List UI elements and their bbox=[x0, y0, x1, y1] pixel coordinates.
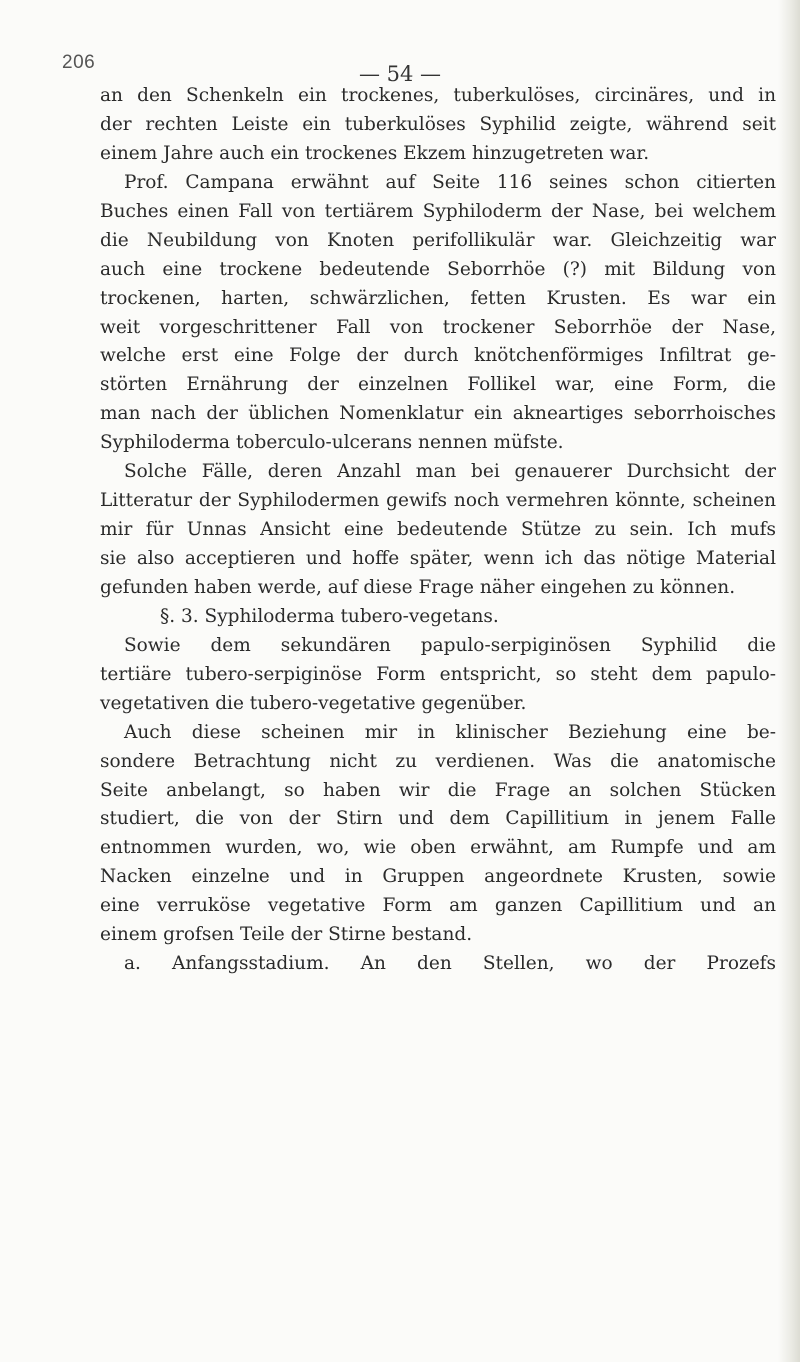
text-line: Nacken einzelne und in Gruppen angeordnete Krusten, sowie bbox=[100, 866, 776, 888]
text-line: Prof. Campana erwähnt auf Seite 116 seines schon citierten bbox=[124, 171, 776, 193]
text-line: tertiäre tubero-serpiginöse Form entspricht, so steht dem papulo- bbox=[100, 663, 776, 685]
corner-page-number: 206 bbox=[62, 52, 96, 73]
page-edge-shadow bbox=[778, 0, 800, 1362]
text-line: Buches einen Fall von tertiärem Syphiloderm der Nase, bei welchem bbox=[100, 200, 776, 222]
text-line: man nach der üblichen Nomenklatur ein akneartiges seborrhoisches bbox=[100, 403, 776, 425]
body-text bbox=[100, 82, 776, 979]
text-line: Solche Fälle, deren Anzahl man bei genauerer Durchsicht der bbox=[124, 461, 776, 483]
text-line: welche erst eine Folge der durch knötchenförmiges Infiltrat ge- bbox=[100, 345, 776, 367]
text-line: gefunden haben werde, auf diese Frage näher eingehen zu können. bbox=[100, 576, 736, 598]
text-line: einem Jahre auch ein trockenes Ekzem hinzugetreten war. bbox=[100, 142, 650, 164]
text-line: weit vorgeschrittener Fall von trockener Seborrhöe der Nase, bbox=[100, 316, 776, 338]
text-line: studiert, die von der Stirn und dem Capillitium in jenem Falle bbox=[100, 808, 776, 830]
text-line: Sowie dem sekundären papulo-serpiginösen Syphilid die bbox=[124, 634, 776, 656]
text-line: Litteratur der Syphilodermen gewifs noch vermehren könnte, scheinen bbox=[100, 490, 776, 512]
text-line: störten Ernährung der einzelnen Follikel war, eine Form, die bbox=[100, 374, 776, 396]
text-line: mir für Unnas Ansicht eine bedeutende Stütze zu sein. Ich mufs bbox=[100, 519, 776, 541]
text-line: die Neubildung von Knoten perifollikulär war. Gleichzeitig war bbox=[100, 229, 776, 251]
page-number: — 54 — bbox=[358, 62, 442, 86]
text-line: entnommen wurden, wo, wie oben erwähnt, am Rumpfe und am bbox=[100, 837, 776, 859]
text-line: der rechten Leiste ein tuberkulöses Syphilid zeigte, während seit bbox=[100, 113, 776, 135]
text-line: an den Schenkeln ein trockenes, tuberkulöses, circinäres, und in bbox=[100, 85, 776, 106]
text-line: eine verruköse vegetative Form am ganzen Capillitium und an bbox=[100, 895, 776, 917]
text-line: sie also acceptieren und hoffe später, wenn ich das nötige Material bbox=[100, 548, 776, 569]
section-heading: §. 3. Syphiloderma tubero-vegetans. bbox=[160, 605, 499, 627]
text-line: Seite anbelangt, so haben wir die Frage an solchen Stücken bbox=[100, 779, 776, 801]
text-line: trockenen, harten, schwärzlichen, fetten Krusten. Es war ein bbox=[100, 287, 776, 309]
text-line: Syphiloderma toberculo-ulcerans nennen müfste. bbox=[100, 432, 564, 454]
text-line: a. Anfangsstadium. An den Stellen, wo der Prozefs bbox=[124, 953, 776, 975]
text-line: einem grofsen Teile der Stirne bestand. bbox=[100, 924, 473, 946]
text-line: vegetativen die tubero-vegetative gegenüber. bbox=[100, 692, 527, 714]
text-line: sondere Betrachtung nicht zu verdienen. Was die anatomische bbox=[100, 750, 776, 772]
text-line: Auch diese scheinen mir in klinischer Beziehung eine be- bbox=[124, 721, 776, 743]
text-line: auch eine trockene bedeutende Seborrhöe (?) mit Bildung von bbox=[100, 258, 776, 280]
